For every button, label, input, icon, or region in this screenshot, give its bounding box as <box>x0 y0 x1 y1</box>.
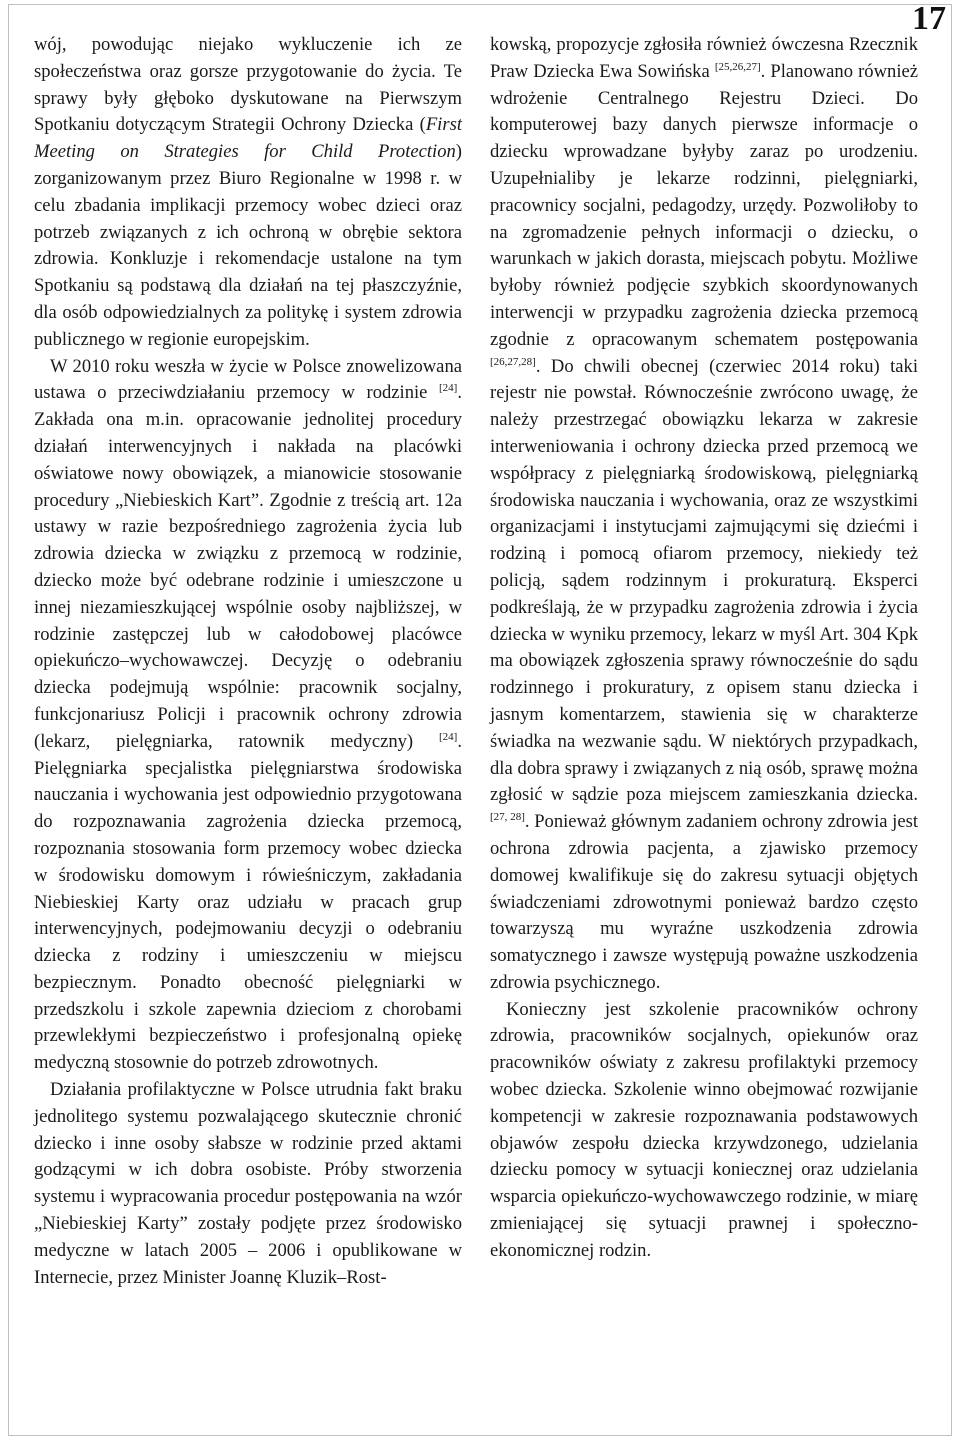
text-run: ) zorganizowanym przez Biuro Regionalne w 1998 r. w celu zbadania implikacji przemocy wobec dzieci oraz potrzeb związanych z ich ochroną w obrębie sektora zdrowia. Konkluzje i rekomendacje ustalone na tym Spotkaniu są podstawą dla działań na tej płaszczyźnie, dla osób odpowiedzialnych za politykę i system zdrowia publicznego w regionie europejskim. <box>34 141 462 350</box>
citation-ref: [26,27,28] <box>490 355 536 368</box>
text-run: W 2010 roku weszła w życie w Polsce znowelizowana ustawa o przeciwdziałaniu przemocy w rodzinie <box>34 355 462 404</box>
citation-ref: [24] <box>439 730 458 743</box>
left-column <box>34 32 462 1291</box>
citation-ref: [25,26,27] <box>714 60 761 73</box>
left-paragraph-3: Działania profilaktyczne w Polsce utrudnia fakt braku jednolitego systemu pozwalającego skutecznie chronić dziecko i inne osoby słabsze w rodzinie przed aktami godzącymi w ich dobra osobiste. Próby stworzenia systemu i wypracowania procedur postępowania na wzór „Niebieskiej Karty” zostały podjęte przez środowisko medyczne w latach 2005 – 2006 i opublikowane w Internecie, przez Minister Joannę Kluzik–Rost- <box>34 1079 462 1288</box>
page-number: 17 <box>912 0 946 37</box>
citation-ref: [24] <box>439 382 458 395</box>
right-paragraph-1 <box>490 32 918 997</box>
text-run: kowską, propozycje zgłosiła również ówczesna Rzecznik Praw Dziecka Ewa Sowińska <box>490 34 918 82</box>
text-run: . Ponieważ głównym zadaniem ochrony zdrowia jest ochrona zdrowia pacjenta, a zjawisko przemocy domowej kwalifikuje się do zakresu sytuacji objętych świadczeniami zdrowotnymi ponieważ bardzo często towarzyszą mu wyraźne uszkodzenia zdrowia somatycznego i zawsze występują poważne uszkodzenia zdrowia psychicznego. <box>490 811 918 993</box>
left-paragraph-2 <box>34 354 462 1078</box>
citation-ref: [27, 28] <box>490 811 525 824</box>
left-paragraph-1 <box>34 32 462 354</box>
text-run: . Pielęgniarka specjalistka pielęgniarstwa środowiska nauczania i wychowania jest odpowiednio przygotowana do rozpoznawania zagrożenia dziecka przemocą, rozpoznania stosowania form przemocy wobec dziecka w środowisku domowym i rówieśniczym, zakładania Niebieskiej Karty oraz udziału w pracach grup interwencyjnych, podejmowaniu decyzji o odebraniu dziecka z rodziny i umieszczeniu w miejscu bezpiecznym. Ponadto obecność pielęgniarki w przedszkolu i szkole zapewnia dzieciom z chorobami przewlekłymi bezpieczeństwo i profesjonalną opiekę medyczną stosownie do potrzeb zdrowotnych. <box>34 730 462 1074</box>
right-column <box>490 32 918 1265</box>
text-run: . Planowano również wdrożenie Centralnego Rejestru Dzieci. Do komputerowej bazy danych pierwsze informacje o dziecku wprowadzane byłyby zaraz po urodzeniu. Uzupełnialiby je lekarze rodzinni, pielęgniarki, pracownicy socjalni, pedagodzy, urzędy. Pozwoliłoby to na zgromadzenie pełnych informacji o dziecku, o warunkach w jakich dorasta, miejscach pobytu. Możliwe byłoby również podjęcie szybkich skoordynowanych interwencji w przypadku zagrożenia dziecka przemocą zgodnie z opracowanym schematem postępowania <box>490 60 918 350</box>
text-run: . Do chwili obecnej (czerwiec 2014 roku) taki rejestr nie powstał. Równocześnie zwrócono uwagę, że należy przestrzegać obowiązku lekarza w zakresie interweniowania i ochrony dziecka przed przemocą we współpracy z pielęgniarką środowiskową, pielęgniarką środowiska nauczania i wychowania, oraz ze wszystkimi organizacjami i instytucjami zajmującymi się dziećmi i rodziną i pomocą ofiarom przemocy, niekiedy też policją, sądem rodzinnym i prokuraturą. Eksperci podkreślają, że w przypadku zagrożenia zdrowia i życia dziecka w wyniku przemocy, lekarz w myśl Art. 304 Kpk ma obowiązek zgłoszenia sprawy równocześnie do sądu rodzinnego i prokuratury, z opisem stanu dziecka i jasnym komentarzem, stawienia się w charakterze świadka na wezwanie sądu. W niektórych przypadkach, dla dobra sprawy i związanych z nią osób, sprawę można zgłosić w sądzie poza miejscem zamieszkania dziecka. <box>490 355 918 806</box>
text-run: wój, powodując niejako wykluczenie ich ze społeczeństwa oraz gorsze przygotowanie do życia. Te sprawy były głęboko dyskutowane na Pierwszym Spotkaniu dotyczącym Strategii Ochrony Dziecka ( <box>34 34 462 136</box>
italic-title: First Meeting on Strategies for Child Protection <box>34 114 462 163</box>
text-run: . Zakłada ona m.in. opracowanie jednolitej procedury działań interwencyjnych i nakłada na placówki oświatowe nowy obowiązek, a mianowicie stosowanie procedury „Niebieskich Kart”. Zgodnie z treścią art. 12a ustawy w razie bezpośredniego zagrożenia życia lub zdrowia dziecka w związku z przemocą w rodzinie, dziecko może być odebrane rodzinie i umieszczone u innej niezamieszkującej wspólnie osoby najbliższej, w rodzinie zastępczej lub w całodobowej placówce opiekuńczo–wychowawczej. Decyzję o odebraniu dziecka podejmują wspólnie: pracownik socjalny, funkcjonariusz Policji i pracownik ochrony zdrowia (lekarz, pielęgniarka, ratownik medyczny) <box>34 382 462 752</box>
right-paragraph-2: Konieczny jest szkolenie pracowników ochrony zdrowia, pracowników socjalnych, opiekunów oraz pracowników oświaty z zakresu profilaktyki przemocy wobec dziecka. Szkolenie winno obejmować rozwijanie kompetencji w zakresie rozpoznawania podstawowych objawów zespołu dziecka krzywdzonego, udzielania dziecku pomocy w sytuacji koniecznej oraz udzielania wsparcia opiekuńczo-wychowawczego rodzinie, w miarę zmieniającej się sytuacji prawnej i społeczno-ekonomicznej rodzin. <box>490 998 918 1261</box>
